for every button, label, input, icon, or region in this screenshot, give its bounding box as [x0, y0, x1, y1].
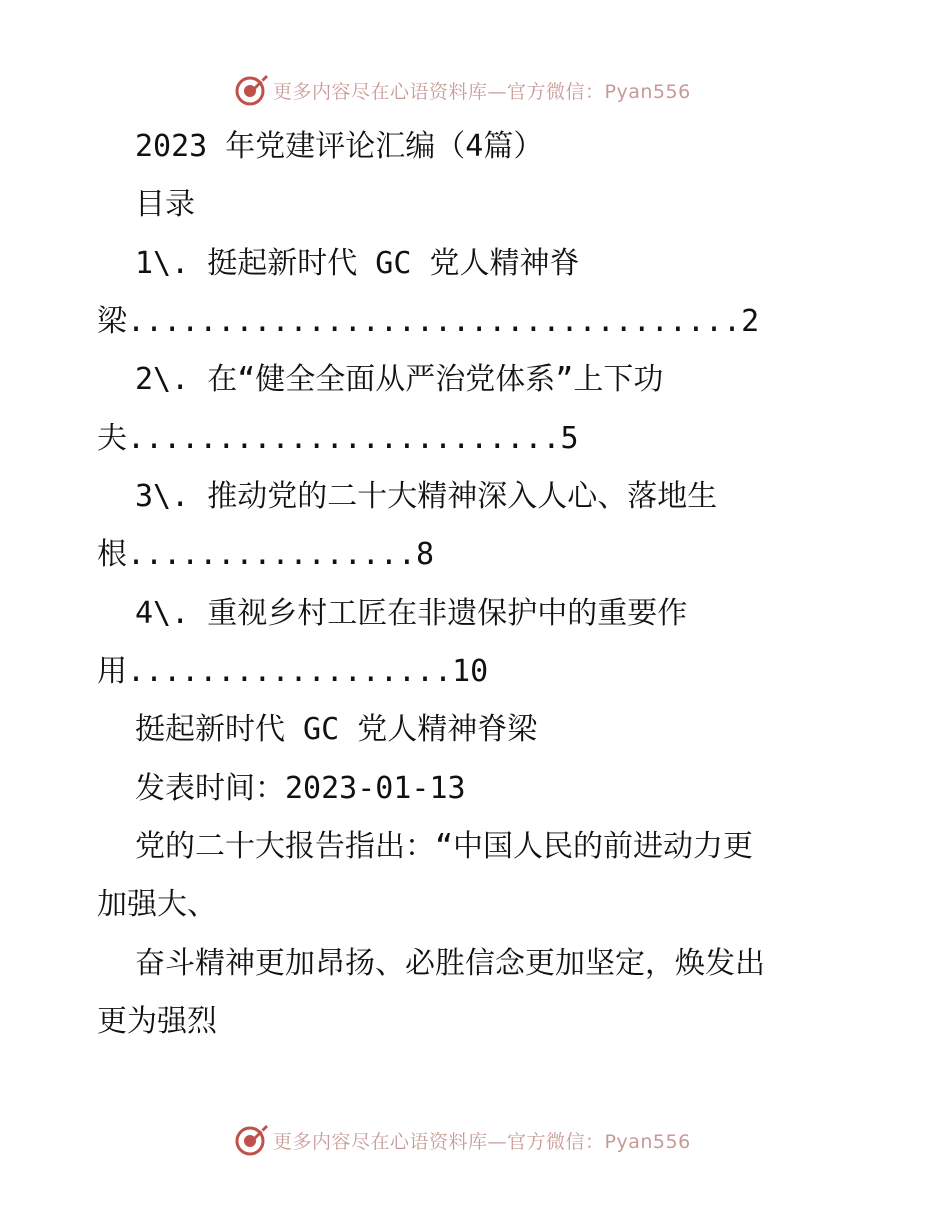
- pen-seal-logo-icon: [233, 1122, 269, 1158]
- document-title: 2023 年党建评论汇编（4篇）: [135, 129, 544, 164]
- toc-item-1-line1: 1\. 挺起新时代 GC 党人精神脊: [135, 246, 580, 281]
- toc-item-1-line2: 梁..................................2: [97, 304, 760, 339]
- article-title: 挺起新时代 GC 党人精神脊梁: [135, 712, 538, 747]
- toc-heading: 目录: [135, 187, 195, 222]
- footer-watermark: [233, 1120, 713, 1160]
- watermark-text: 更多内容尽在心语资料库—官方微信：Pyan556: [273, 1130, 691, 1153]
- toc-item-4-line1: 4\. 重视乡村工匠在非遗保护中的重要作: [135, 596, 688, 631]
- header-watermark: [233, 70, 713, 110]
- paragraph-1-line1: 党的二十大报告指出：“中国人民的前进动力更: [135, 829, 754, 864]
- toc-item-4-line2: 用..................10: [97, 654, 489, 689]
- toc-item-3-line2: 根................8: [97, 537, 435, 572]
- article-date: 发表时间：2023-01-13: [135, 771, 466, 806]
- watermark-wechat-id: Pyan556: [604, 1130, 691, 1153]
- watermark-wechat-id: Pyan556: [604, 80, 691, 103]
- watermark-text: 更多内容尽在心语资料库—官方微信：Pyan556: [273, 80, 691, 103]
- toc-item-2-line1: 2\. 在“健全全面从严治党体系”上下功: [135, 362, 664, 397]
- paragraph-2-line1: 奋斗精神更加昂扬、必胜信念更加坚定，焕发出: [135, 946, 765, 981]
- paragraph-2-line2: 更为强烈: [97, 1004, 217, 1039]
- toc-item-2-line2: 夫........................5: [97, 421, 579, 456]
- toc-item-3-line1: 3\. 推动党的二十大精神深入人心、落地生: [135, 479, 718, 514]
- paragraph-1-line2: 加强大、: [97, 887, 217, 922]
- pen-seal-logo-icon: [233, 72, 269, 108]
